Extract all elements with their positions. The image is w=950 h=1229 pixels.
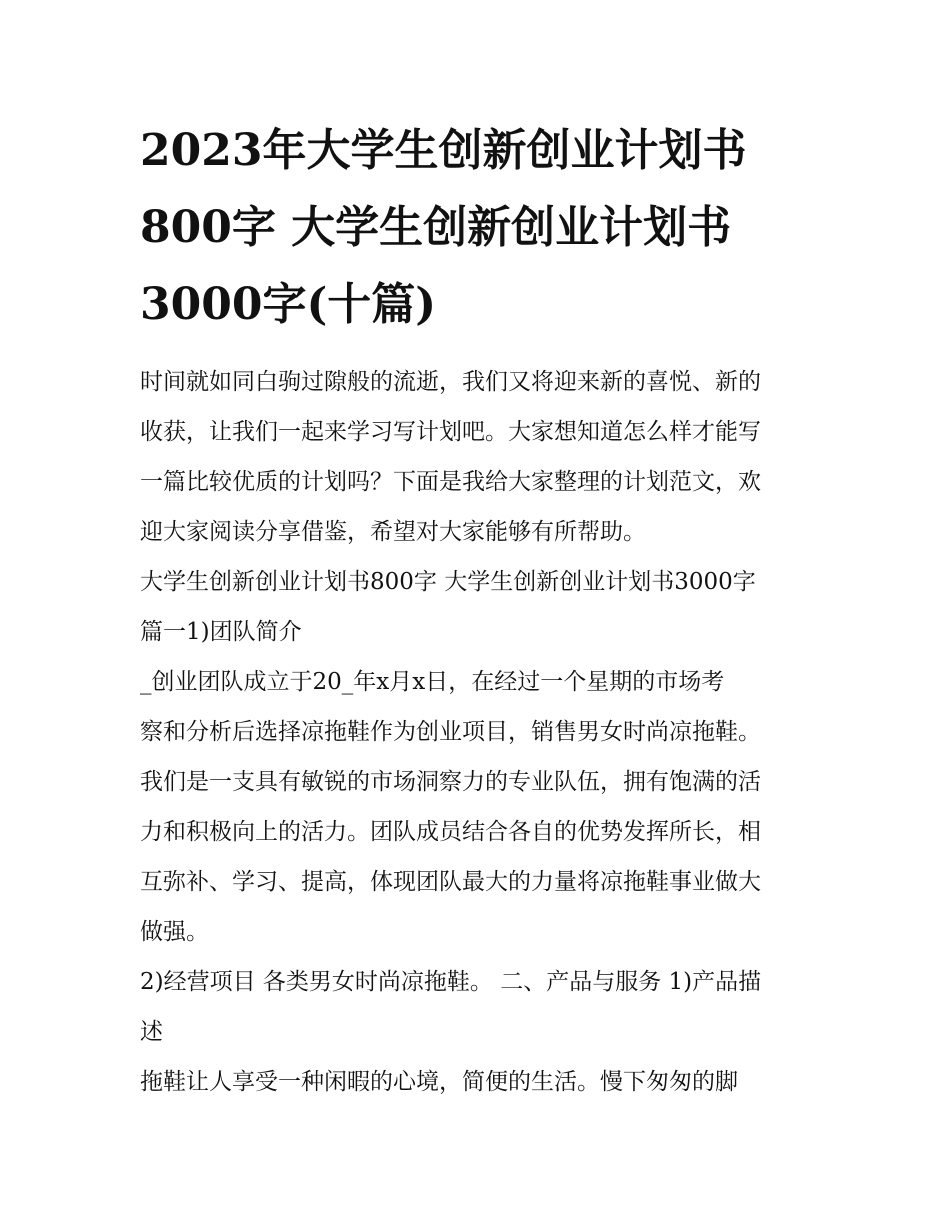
business-project-paragraph: [140, 957, 820, 1057]
team-intro-paragraph: [140, 657, 820, 957]
text-line: 察和分析后选择凉拖鞋作为创业项目，销售男女时尚凉拖鞋。: [140, 719, 761, 745]
document-title: [140, 112, 820, 343]
title-line-1: 2023年大学生创新创业计划书: [140, 125, 747, 176]
text-line: 我们是一支具有敏锐的市场洞察力的专业队伍，拥有饱满的活: [140, 769, 761, 795]
text-line: 互弥补、学习、提高，体现团队最大的力量将凉拖鞋事业做大: [140, 869, 761, 895]
text-line: 力和积极向上的活力。团队成员结合各自的优势发挥所长，相: [140, 819, 761, 845]
text-line: 一篇比较优质的计划吗？下面是我给大家整理的计划范文，欢: [140, 469, 761, 495]
text-line: 做强。: [140, 919, 209, 945]
product-description-paragraph: [140, 1057, 820, 1107]
text-line: 2)经营项目 各类男女时尚凉拖鞋。 二、产品与服务 1)产品描: [140, 969, 762, 995]
text-line: 时间就如同白驹过隙般的流逝，我们又将迎来新的喜悦、新的: [140, 369, 761, 395]
document-page: [140, 112, 820, 1107]
section-heading-paragraph: [140, 557, 820, 657]
text-line: 述: [140, 1019, 163, 1045]
text-line: 大学生创新创业计划书800字 大学生创新创业计划书3000字: [140, 569, 756, 595]
text-line: 迎大家阅读分享借鉴，希望对大家能够有所帮助。: [140, 519, 646, 545]
text-line: 拖鞋让人享受一种闲暇的心境，简便的生活。慢下匆匆的脚: [140, 1069, 738, 1095]
title-line-3: 3000字(十篇): [140, 279, 437, 330]
text-line: 收获，让我们一起来学习写计划吧。大家想知道怎么样才能写: [140, 419, 761, 445]
text-line: _创业团队成立于20_年x月x日，在经过一个星期的市场考: [140, 669, 725, 695]
text-line: 篇一1)团队简介: [140, 619, 302, 645]
title-line-2: 800字 大学生创新创业计划书: [140, 202, 732, 253]
document-body: [140, 357, 820, 1107]
intro-paragraph: [140, 357, 820, 557]
